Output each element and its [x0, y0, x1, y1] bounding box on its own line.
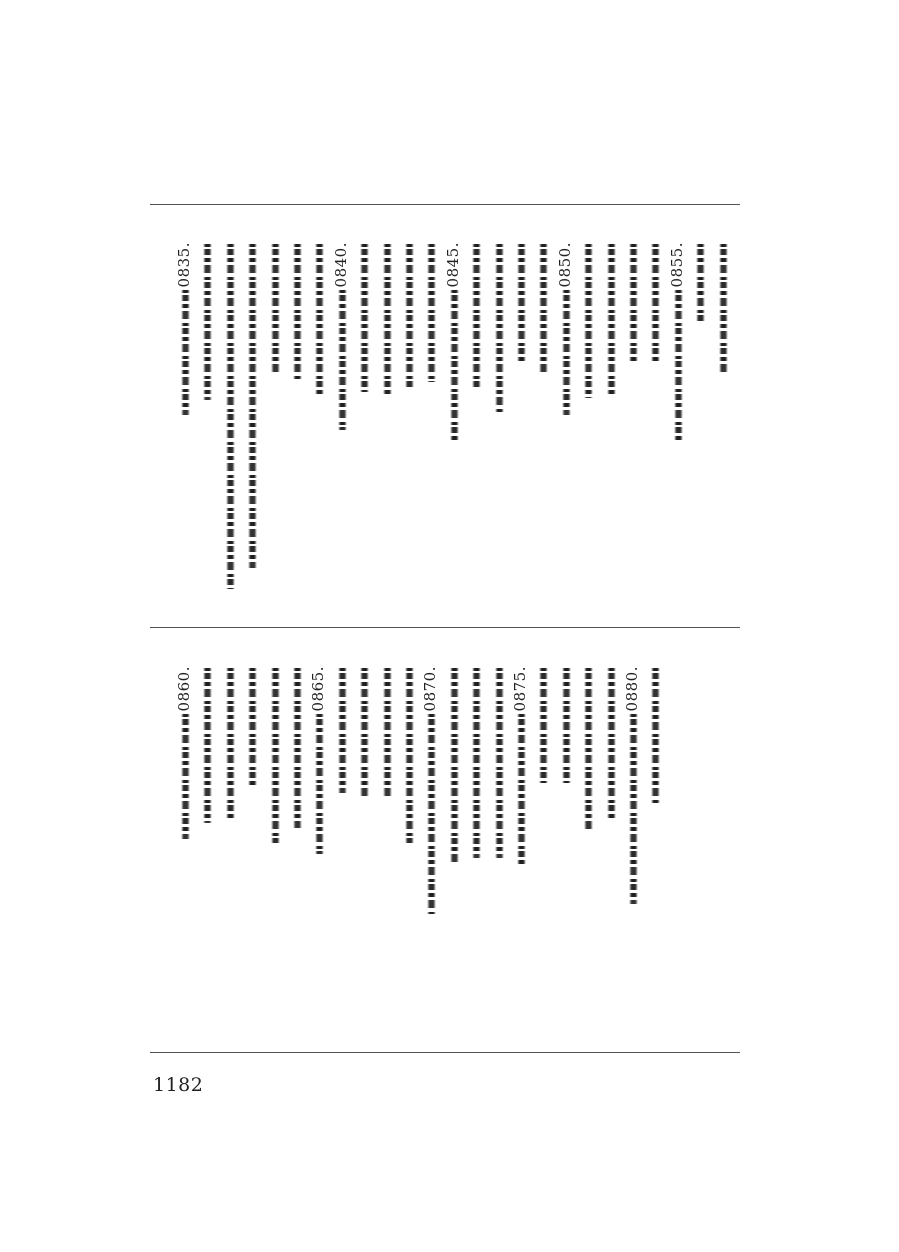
line-number: 0845. — [443, 242, 462, 288]
text-column — [598, 664, 622, 1034]
text-column — [418, 240, 442, 610]
text-column — [575, 664, 599, 1034]
page-number: 1182 — [153, 1074, 204, 1096]
middle-rule — [150, 627, 740, 628]
text-column — [217, 664, 241, 1034]
text-column — [306, 664, 330, 1034]
text-column — [598, 240, 622, 610]
script-line — [584, 668, 593, 833]
text-column — [351, 240, 375, 610]
line-number: 0880. — [623, 666, 641, 712]
line-number: 0850. — [555, 242, 574, 288]
script-line — [181, 290, 190, 415]
text-column — [441, 240, 465, 610]
script-line — [315, 244, 324, 396]
script-line — [226, 244, 235, 589]
line-number: 0835. — [175, 242, 193, 288]
text-panel-lower — [172, 664, 732, 1034]
script-line — [383, 668, 392, 798]
text-column — [575, 240, 599, 610]
text-column — [553, 240, 577, 610]
script-line — [517, 714, 526, 864]
script-line — [472, 668, 481, 858]
text-column — [262, 240, 286, 610]
script-line — [271, 244, 280, 374]
text-column — [508, 240, 532, 610]
script-line — [495, 668, 504, 858]
text-column — [463, 664, 487, 1034]
script-line — [315, 714, 324, 854]
top-rule — [150, 204, 740, 205]
script-line — [517, 244, 526, 364]
text-column — [418, 664, 442, 1034]
script-line — [338, 290, 347, 430]
script-line — [360, 244, 369, 392]
text-column — [217, 240, 241, 610]
text-column — [239, 240, 263, 610]
script-line — [562, 668, 571, 783]
script-line — [293, 244, 302, 380]
line-number: 0840. — [331, 242, 350, 288]
script-line — [405, 668, 414, 843]
text-panel-upper — [172, 240, 732, 610]
line-number: 0865. — [309, 666, 328, 712]
text-column — [329, 664, 353, 1034]
script-line — [181, 714, 190, 839]
text-column — [687, 240, 711, 610]
script-line — [383, 244, 392, 397]
line-number: 0875. — [511, 666, 529, 712]
text-column — [172, 664, 196, 1034]
text-column — [441, 664, 465, 1034]
script-line — [203, 668, 212, 823]
text-column — [642, 664, 666, 1034]
script-line — [226, 668, 235, 818]
script-line — [293, 668, 302, 828]
script-line — [562, 290, 571, 415]
script-line — [651, 668, 660, 803]
line-number: 0855. — [667, 242, 686, 288]
script-line — [360, 668, 369, 796]
text-column — [306, 240, 330, 610]
text-column — [374, 240, 398, 610]
line-number: 0860. — [175, 666, 193, 712]
script-line — [248, 244, 257, 568]
text-column — [486, 240, 510, 610]
text-column — [530, 240, 554, 610]
text-column — [284, 664, 308, 1034]
script-line — [450, 290, 459, 440]
script-line — [607, 668, 616, 818]
script-line — [539, 244, 548, 374]
script-line — [629, 244, 638, 364]
script-line — [450, 668, 459, 863]
script-line — [607, 244, 616, 396]
text-column — [396, 664, 420, 1034]
text-column — [620, 240, 644, 610]
text-column — [508, 664, 532, 1034]
text-column — [530, 664, 554, 1034]
text-column — [351, 664, 375, 1034]
text-column — [642, 240, 666, 610]
script-line — [674, 290, 683, 440]
text-column — [396, 240, 420, 610]
script-line — [271, 668, 280, 843]
script-line — [584, 244, 593, 398]
text-column — [374, 664, 398, 1034]
script-line — [495, 244, 504, 414]
script-line — [629, 714, 638, 904]
script-line — [539, 668, 548, 783]
script-line — [405, 244, 414, 389]
script-line — [651, 244, 660, 362]
text-column — [239, 664, 263, 1034]
bottom-rule — [150, 1052, 740, 1053]
text-column — [665, 240, 689, 610]
text-column — [194, 664, 218, 1034]
script-line — [696, 244, 705, 324]
line-number: 0870. — [421, 666, 440, 712]
text-column — [620, 664, 644, 1034]
script-line — [427, 714, 436, 914]
script-line — [338, 668, 347, 793]
text-column — [329, 240, 353, 610]
text-column — [463, 240, 487, 610]
script-line — [203, 244, 212, 400]
text-column — [553, 664, 577, 1034]
script-line — [472, 244, 481, 387]
text-column — [710, 240, 734, 610]
text-column — [486, 664, 510, 1034]
text-column — [284, 240, 308, 610]
text-column — [172, 240, 196, 610]
script-line — [719, 244, 728, 374]
script-line — [427, 244, 436, 382]
script-line — [248, 668, 257, 788]
text-column — [194, 240, 218, 610]
text-column — [262, 664, 286, 1034]
